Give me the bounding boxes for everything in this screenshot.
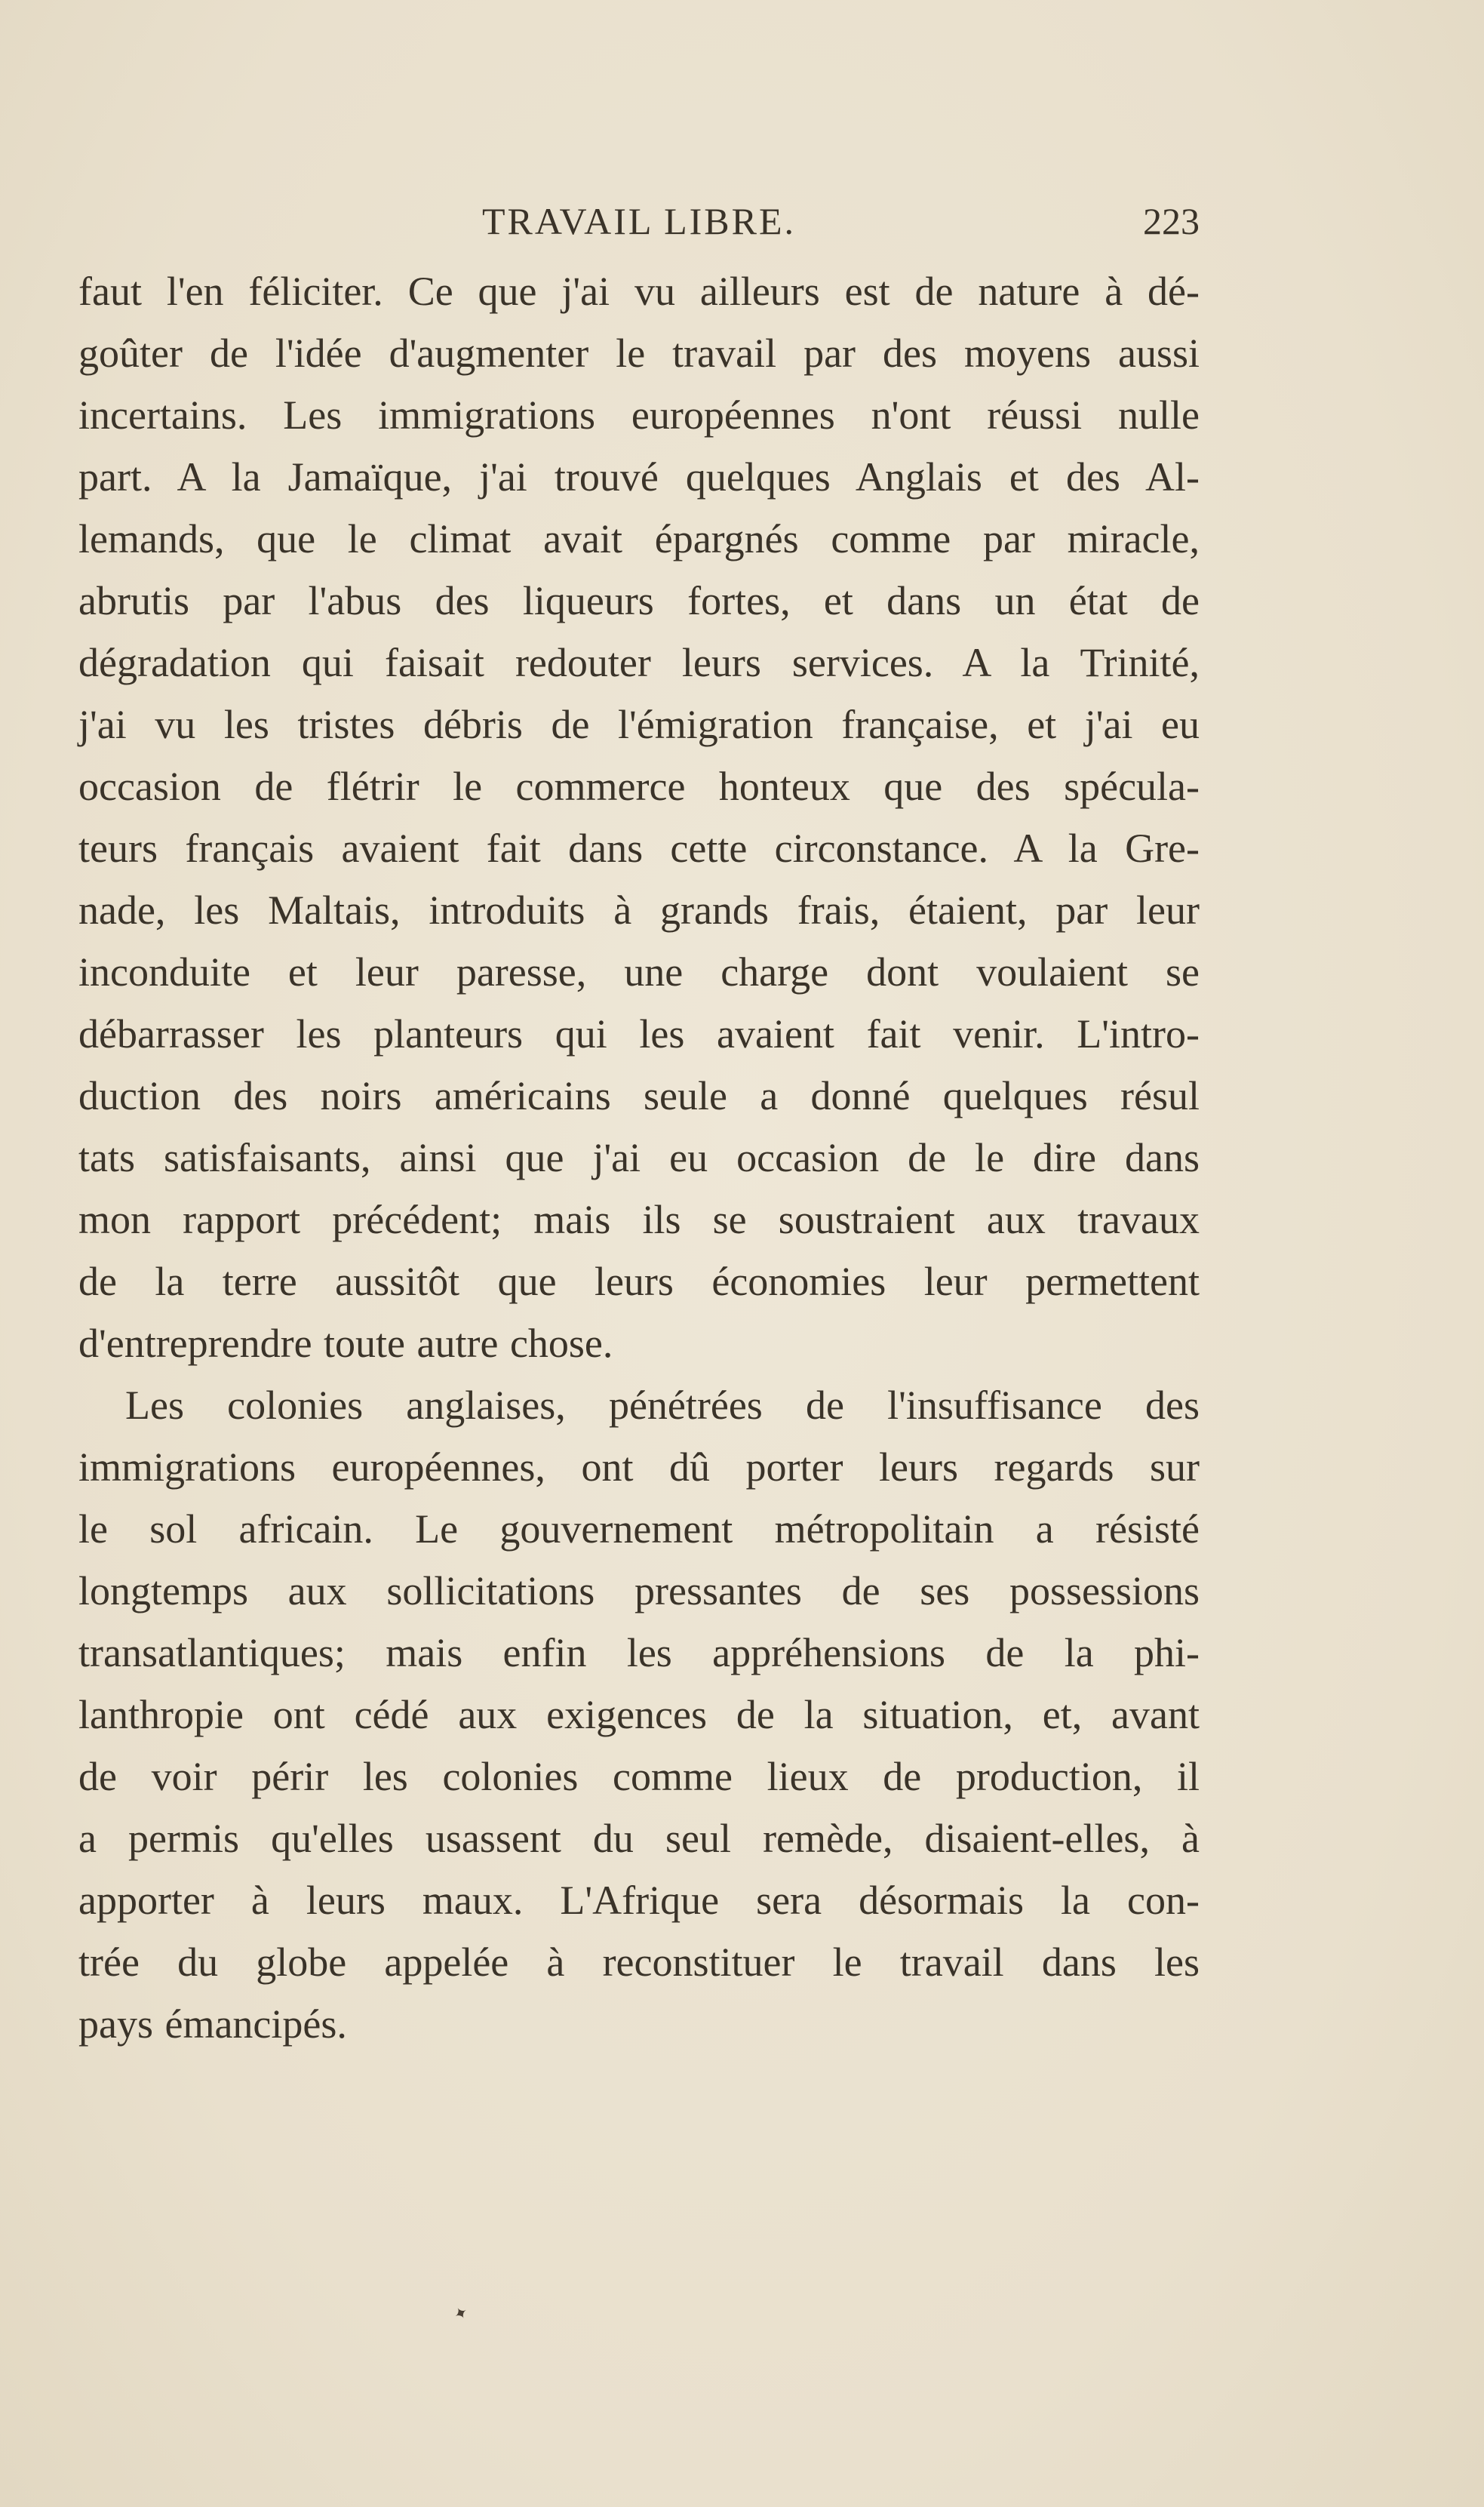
text-line: lanthropie ont cédé aux exigences de la situation, et, avant [78,1692,1200,1737]
text-line: lemands, que le climat avait épargnés comme par miracle, [78,516,1200,561]
text-line: occasion de flétrir le commerce honteux que des spécula- [78,764,1200,809]
text-line: apporter à leurs maux. L'Afrique sera désormais la con- [78,1878,1200,1923]
text-line: duction des noirs américains seule a donné quelques résul [78,1073,1200,1118]
text-line: mon rapport précédent; mais ils se soustraient aux travaux [78,1197,1200,1242]
running-title: TRAVAIL LIBRE. [481,200,797,242]
ink-speck: ✦ [450,2302,472,2326]
page-number: 223 [1143,200,1200,242]
paragraph-1 [78,260,1200,1374]
text-line: faut l'en féliciter. Ce que j'ai vu ailleurs est de nature à dé- [78,269,1200,314]
text-line: immigrations européennes, ont dû porter leurs regards sur [78,1444,1200,1490]
text-line: tats satisfaisants, ainsi que j'ai eu occasion de le dire dans [78,1135,1200,1180]
text-line: nade, les Maltais, introduits à grands frais, étaient, par leur [78,887,1200,933]
text-line: trée du globe appelée à reconstituer le travail dans les [78,1939,1200,1985]
text-line: incertains. Les immigrations européennes n'ont réussi nulle [78,392,1200,438]
text-line: goûter de l'idée d'augmenter le travail par des moyens aussi [78,331,1200,376]
text-line: Les colonies anglaises, pénétrées de l'insuffisance des [125,1383,1200,1428]
text-line: j'ai vu les tristes débris de l'émigration française, et j'ai eu [78,702,1200,747]
body-text [78,260,1200,2055]
text-line: de voir périr les colonies comme lieux de production, il [78,1754,1200,1799]
text-line: dégradation qui faisait redouter leurs services. A la Trinité, [78,640,1200,685]
text-line: a permis qu'elles usassent du seul remède, disaient-elles, à [78,1816,1200,1861]
text-line: part. A la Jamaïque, j'ai trouvé quelques Anglais et des Al- [78,454,1200,500]
text-line: transatlantiques; mais enfin les appréhensions de la phi- [78,1630,1200,1675]
text-line: inconduite et leur paresse, une charge dont voulaient se [78,949,1200,995]
text-line: de la terre aussitôt que leurs économies leur permettent [78,1259,1200,1304]
text-line: débarrasser les planteurs qui les avaient fait venir. L'intro- [78,1011,1200,1057]
running-head [78,195,1200,248]
paragraph-2 [78,1374,1200,2055]
text-line: pays émancipés. [78,2001,347,2047]
text-line: abrutis par l'abus des liqueurs fortes, et dans un état de [78,578,1200,623]
text-line: longtemps aux sollicitations pressantes de ses possessions [78,1568,1200,1613]
text-line: d'entreprendre toute autre chose. [78,1321,613,1366]
text-line: teurs français avaient fait dans cette circonstance. A la Gre- [78,826,1200,871]
text-line: le sol africain. Le gouvernement métropolitain a résisté [78,1506,1200,1552]
